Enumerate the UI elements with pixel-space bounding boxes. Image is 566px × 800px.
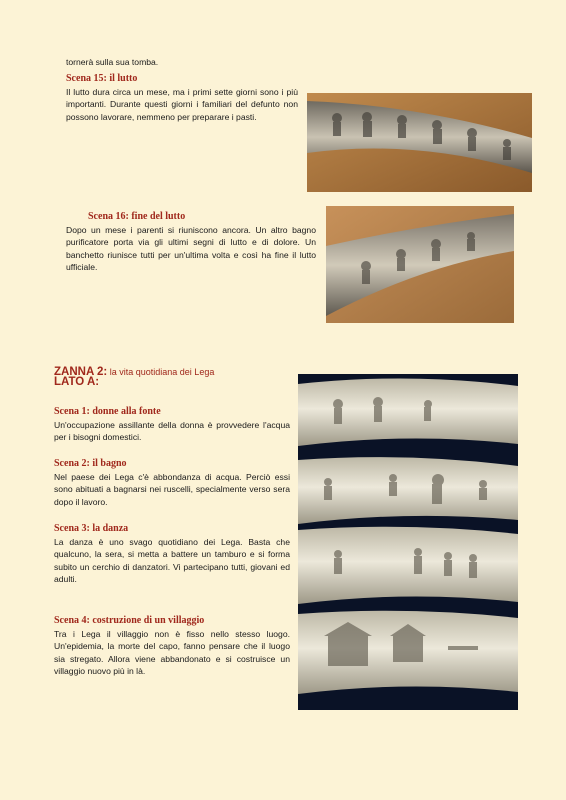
scene-15-text: Il lutto dura circa un mese, ma i primi sette giorni sono i più importanti. Durante questi giorni i familiari del defunto non possono lavorare, nemmeno per preparare i pasti. [66,87,298,122]
scene-1-text: Un'occupazione assillante della donna è provvedere l'acqua per i bisogni domestici. [54,420,290,443]
scene-16-ivory-photo [326,206,514,323]
scene-1-title: Scena 1: donne alla fonte [54,406,161,417]
scene-2-text: Nel paese dei Lega c'è abbondanza di acqua. Perciò essi sono abituati a bagnarsi nei ruscelli, specialmente verso sera dopo il lavoro. [54,472,290,507]
scene-3-text: La danza è uno svago quotidiano dei Lega. Basta che qualcuno, la sera, si metta a battere un tamburo e si forma subito un cerchio di danzatori. Vi partecipano tutti, giovani ed adulti. [54,537,290,584]
scene-3-title: Scena 3: la danza [54,523,129,534]
zanna-2-ivory-photo-strip [298,374,518,710]
scene-4-text: Tra i Lega il villaggio non è fisso nello stesso luogo. Un'epidemia, la morte del capo, fanno pensare che il luogo sia stregato. Allora viene abbandonato e si costruisce un villaggio nuovo più in là. [54,629,290,676]
scene-2-title: Scena 2: il bagno [54,458,127,469]
zanna-2-title-bold: ZANNA 2: [54,366,108,378]
zanna-2-title-rest: la vita quotidiana dei Lega [107,367,215,377]
intro-line: tornerà sulla sua tomba. [66,57,159,67]
scene-15-title: Scena 15: il lutto [66,73,138,84]
scene-4-title: Scena 4: costruzione di un villaggio [54,615,205,626]
scene-15-ivory-photo [307,93,532,192]
scene-16-text: Dopo un mese i parenti si riuniscono ancora. Un altro bagno purificatore porta via gli ultimi segni di lutto e di dolore. Un banchetto riunisce tutti per un'ultima volta e così ha fine il lutto ufficiale. [66,225,316,272]
scene-16-title: Scena 16: fine del lutto [88,211,186,222]
lato-a-heading: LATO A: [54,376,100,388]
